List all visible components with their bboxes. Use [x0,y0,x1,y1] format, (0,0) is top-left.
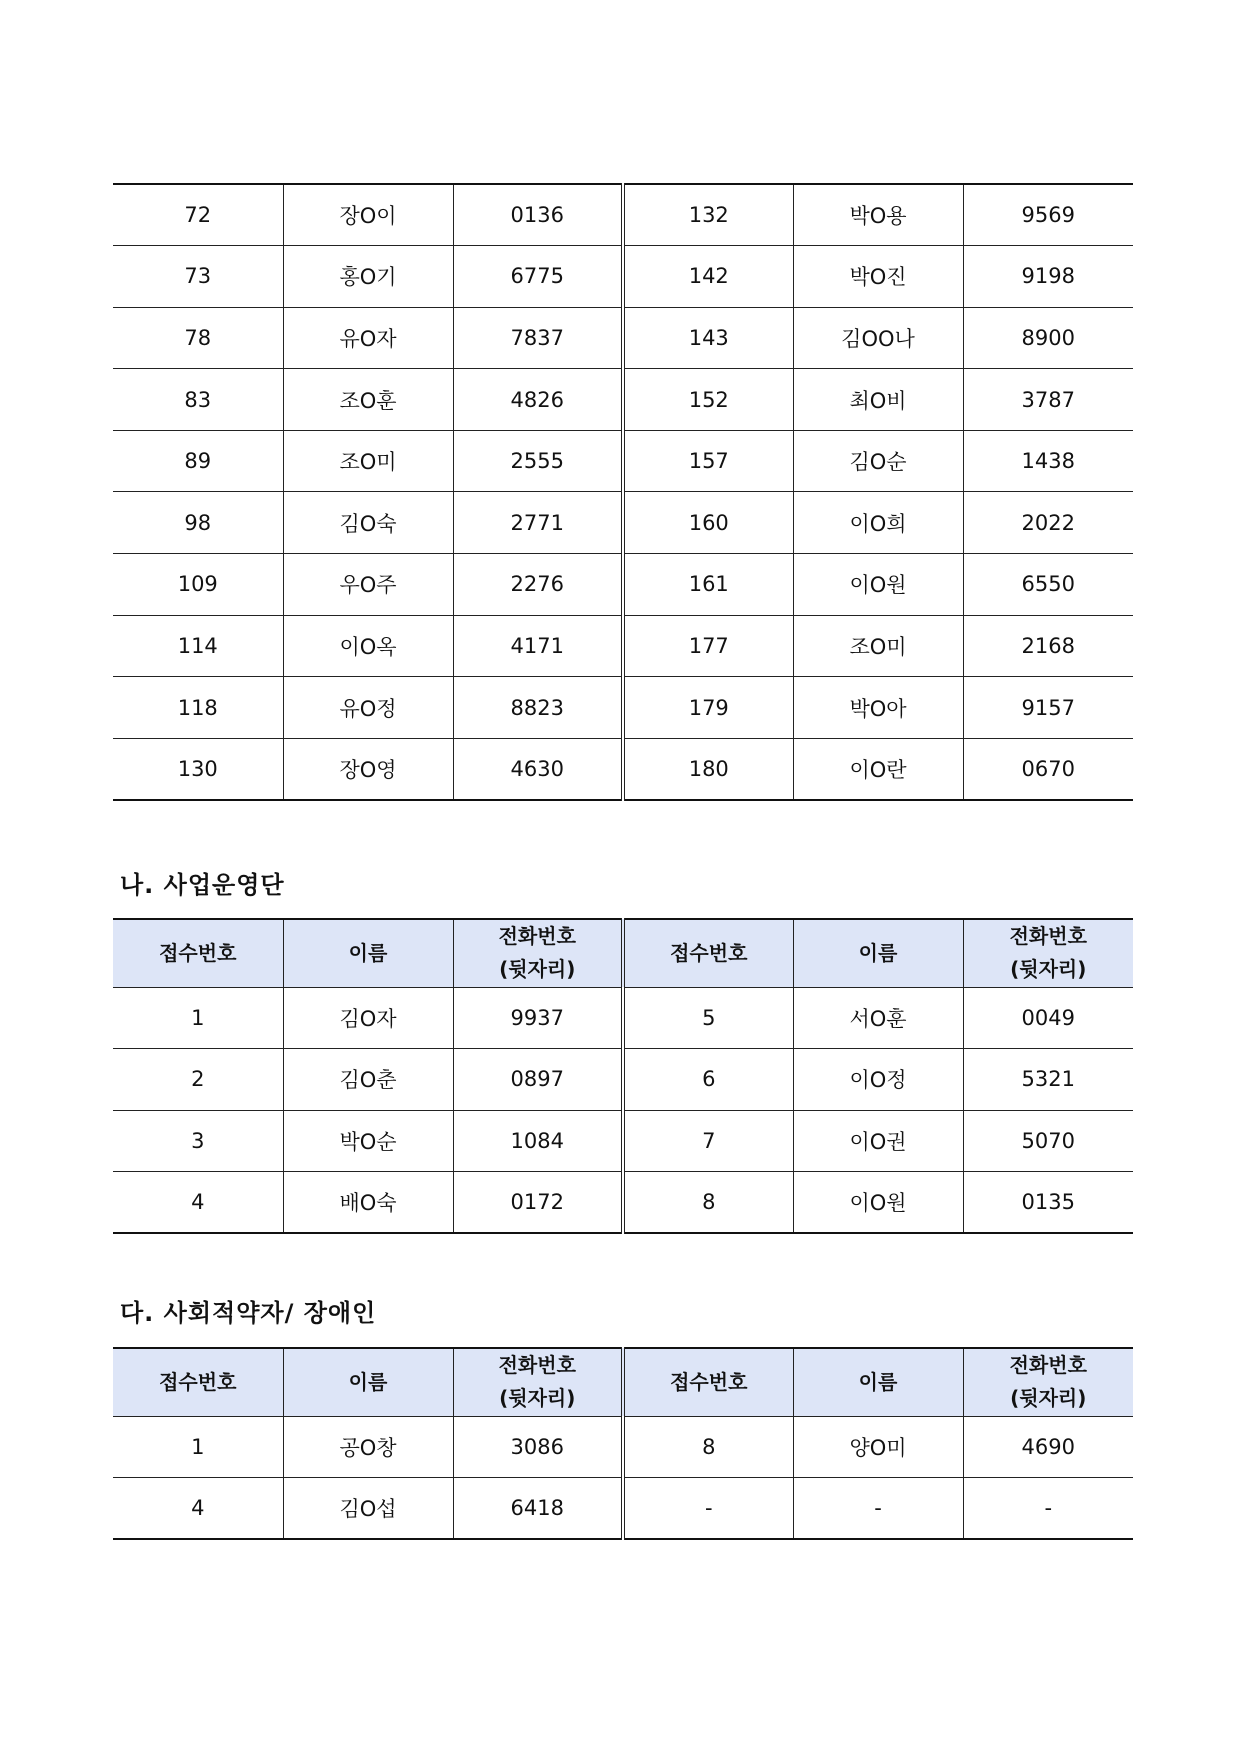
cell-receipt-number: 4 [113,1478,283,1540]
cell-phone-last4: 4826 [453,369,623,431]
cell-phone-last4: 9937 [453,987,623,1049]
cell-phone-last4: 8900 [963,307,1133,369]
cell-receipt-number: 73 [113,246,283,308]
cell-receipt-number: 8 [623,1172,793,1234]
header-phone-line2: (뒷자리) [499,1386,576,1411]
header-name: 이름 [283,1348,453,1416]
table-row [113,430,1133,492]
cell-name: 공O창 [283,1416,453,1478]
cell-name: 서O훈 [793,987,963,1049]
cell-name: 장O이 [283,184,453,246]
cell-phone-last4: 0897 [453,1049,623,1111]
cell-receipt-number: 83 [113,369,283,431]
cell-receipt-number: 142 [623,246,793,308]
cell-receipt-number: 118 [113,677,283,739]
cell-receipt-number: 161 [623,554,793,616]
cell-phone-last4: 2022 [963,492,1133,554]
cell-receipt-number: 177 [623,615,793,677]
cell-receipt-number: 3 [113,1110,283,1172]
table-row [113,554,1133,616]
header-phone [963,1348,1133,1416]
cell-receipt-number: - [623,1478,793,1540]
cell-phone-last4: 6418 [453,1478,623,1540]
section-title-vulnerable-disabled: 다. 사회적약자/ 장애인 [120,1299,377,1327]
cell-phone-last4: 2168 [963,615,1133,677]
cell-name: 김O순 [793,430,963,492]
cell-receipt-number: 6 [623,1049,793,1111]
cell-receipt-number: 78 [113,307,283,369]
header-phone-line2: (뒷자리) [499,957,576,982]
cell-name: 이O희 [793,492,963,554]
cell-phone-last4: 1084 [453,1110,623,1172]
header-name: 이름 [793,1348,963,1416]
cell-phone-last4: 8823 [453,677,623,739]
cell-phone-last4: 1438 [963,430,1133,492]
cell-receipt-number: 157 [623,430,793,492]
header-receipt-number: 접수번호 [113,1348,283,1416]
table-row [113,677,1133,739]
table-row [113,1049,1133,1111]
header-name: 이름 [793,919,963,987]
cell-receipt-number: 109 [113,554,283,616]
header-phone [453,919,623,987]
cell-name: 장O영 [283,738,453,800]
header-phone [963,919,1133,987]
cell-phone-last4: 7837 [453,307,623,369]
cell-phone-last4: 3086 [453,1416,623,1478]
table-row [113,369,1133,431]
table-row [113,1416,1133,1478]
cell-phone-last4: 9569 [963,184,1133,246]
cell-name: 김OO나 [793,307,963,369]
header-phone-line2: (뒷자리) [1010,957,1087,982]
cell-name: 박O용 [793,184,963,246]
table-row [113,307,1133,369]
header-name: 이름 [283,919,453,987]
cell-phone-last4: - [963,1478,1133,1540]
cell-phone-last4: 6550 [963,554,1133,616]
header-phone-line1: 전화번호 [498,924,576,949]
cell-phone-last4: 5321 [963,1049,1133,1111]
table-header-row [113,919,1133,987]
cell-name: - [793,1478,963,1540]
cell-phone-last4: 9157 [963,677,1133,739]
cell-receipt-number: 132 [623,184,793,246]
section-title-business-operations: 나. 사업운영단 [120,871,285,899]
table-row [113,738,1133,800]
cell-receipt-number: 130 [113,738,283,800]
cell-phone-last4: 0670 [963,738,1133,800]
table-row [113,246,1133,308]
table-row [113,1110,1133,1172]
cell-name: 배O숙 [283,1172,453,1234]
cell-phone-last4: 0135 [963,1172,1133,1234]
cell-name: 김O숙 [283,492,453,554]
table-row [113,987,1133,1049]
cell-phone-last4: 0136 [453,184,623,246]
cell-phone-last4: 4630 [453,738,623,800]
cell-phone-last4: 0172 [453,1172,623,1234]
table-row [113,1478,1133,1540]
cell-phone-last4: 5070 [963,1110,1133,1172]
table-row [113,184,1133,246]
cell-name: 이O원 [793,1172,963,1234]
cell-name: 홍O기 [283,246,453,308]
cell-receipt-number: 1 [113,1416,283,1478]
cell-phone-last4: 4690 [963,1416,1133,1478]
cell-name: 박O아 [793,677,963,739]
cell-receipt-number: 5 [623,987,793,1049]
cell-name: 박O진 [793,246,963,308]
cell-receipt-number: 4 [113,1172,283,1234]
cell-phone-last4: 2771 [453,492,623,554]
cell-name: 조O미 [793,615,963,677]
cell-receipt-number: 98 [113,492,283,554]
table-header-row [113,1348,1133,1416]
cell-name: 이O옥 [283,615,453,677]
cell-receipt-number: 7 [623,1110,793,1172]
cell-receipt-number: 179 [623,677,793,739]
vulnerable-disabled-table [113,1347,1133,1540]
business-operations-table [113,918,1133,1234]
cell-name: 김O섭 [283,1478,453,1540]
cell-receipt-number: 2 [113,1049,283,1111]
cell-receipt-number: 8 [623,1416,793,1478]
cell-phone-last4: 6775 [453,246,623,308]
cell-name: 김O자 [283,987,453,1049]
cell-name: 이O정 [793,1049,963,1111]
cell-receipt-number: 152 [623,369,793,431]
header-receipt-number: 접수번호 [623,919,793,987]
cell-phone-last4: 4171 [453,615,623,677]
cell-receipt-number: 72 [113,184,283,246]
cell-phone-last4: 3787 [963,369,1133,431]
cell-receipt-number: 143 [623,307,793,369]
table-row [113,615,1133,677]
cell-phone-last4: 0049 [963,987,1133,1049]
cell-name: 박O순 [283,1110,453,1172]
cell-receipt-number: 114 [113,615,283,677]
cell-name: 이O란 [793,738,963,800]
cell-name: 조O훈 [283,369,453,431]
cell-receipt-number: 180 [623,738,793,800]
cell-name: 유O자 [283,307,453,369]
cell-name: 조O미 [283,430,453,492]
winners-table-continued [113,183,1133,801]
cell-name: 이O원 [793,554,963,616]
header-phone-line1: 전화번호 [1009,1353,1087,1378]
cell-name: 김O춘 [283,1049,453,1111]
header-phone-line2: (뒷자리) [1010,1386,1087,1411]
header-receipt-number: 접수번호 [623,1348,793,1416]
header-phone-line1: 전화번호 [1009,924,1087,949]
table-row [113,492,1133,554]
cell-phone-last4: 9198 [963,246,1133,308]
cell-name: 최O비 [793,369,963,431]
cell-phone-last4: 2555 [453,430,623,492]
cell-phone-last4: 2276 [453,554,623,616]
cell-name: 우O주 [283,554,453,616]
cell-receipt-number: 89 [113,430,283,492]
cell-receipt-number: 160 [623,492,793,554]
header-phone-line1: 전화번호 [498,1353,576,1378]
vulnerable-disabled-table-body [113,1416,1133,1539]
winners-table-body [113,184,1133,800]
business-operations-table-body [113,987,1133,1233]
cell-name: 이O권 [793,1110,963,1172]
table-row [113,1172,1133,1234]
cell-name: 유O정 [283,677,453,739]
header-receipt-number: 접수번호 [113,919,283,987]
cell-receipt-number: 1 [113,987,283,1049]
header-phone [453,1348,623,1416]
cell-name: 양O미 [793,1416,963,1478]
